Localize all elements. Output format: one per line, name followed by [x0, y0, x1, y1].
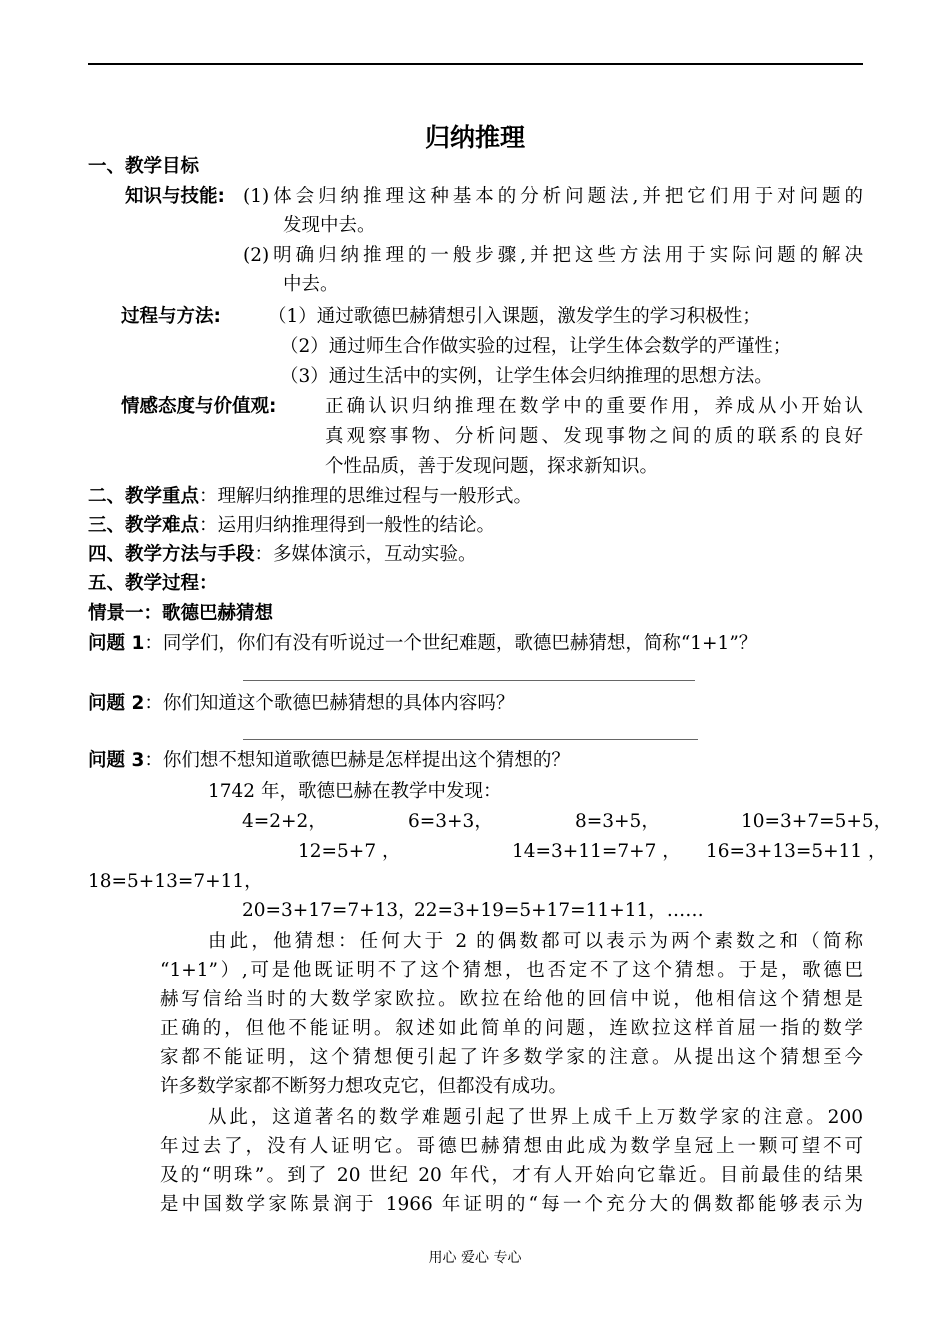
knowledge-label: 知识与技能:: [125, 186, 225, 207]
question-3-text: ：你们想不想知道歌德巴赫是怎样提出这个猜想的？: [144, 750, 570, 771]
question-2: [88, 691, 514, 717]
section-2-colon: ：: [199, 486, 218, 507]
equation: 12=5+7 ，: [298, 841, 401, 862]
knowledge-item-1b: 发现中去。: [283, 215, 376, 236]
year-line: 1742 年，歌德巴赫在教学中发现：: [208, 781, 502, 802]
process-item-1: （1）通过歌德巴赫猜想引入课题，激发学生的学习积极性；: [268, 306, 761, 327]
paragraph-1-line: 家都不能证明，这个猜想便引起了许多数学家的注意。从提出这个猜想至今: [160, 1047, 863, 1068]
section-3-label: 三、教学难点: [88, 515, 200, 536]
emotion-line-1: 正确认识归纳推理在数学中的重要作用，养成从小开始认: [325, 396, 863, 417]
question-2-text: ：你们知道这个歌德巴赫猜想的具体内容吗？: [144, 693, 515, 714]
answer-blank-2: [243, 739, 698, 740]
header-rule: [88, 63, 863, 65]
paragraph-2-line: 及的“明珠”。到了 20 世纪 20 年代，才有人开始向它靠近。目前最佳的结果: [160, 1165, 863, 1186]
question-1: [88, 631, 757, 657]
section-3-colon: ：: [199, 515, 218, 536]
answer-blank-1: [243, 680, 695, 681]
question-1-label: 问题 1: [88, 633, 145, 654]
paragraph-2-line: 从此，这道著名的数学难题引起了世界上成千上万数学家的注意。200: [208, 1107, 863, 1128]
paragraph-1-line: 赫写信给当时的大数学家欧拉。欧拉在给他的回信中说，他相信这个猜想是: [160, 989, 863, 1010]
question-3-label: 问题 3: [88, 750, 145, 771]
process-item-2: （2）通过师生合作做实验的过程，让学生体会数学的严谨性；: [280, 336, 792, 357]
section-4-text: 多媒体演示，互动实验。: [273, 544, 477, 565]
paragraph-2-line: 是中国数学家陈景润于 1966 年证明的“每一个充分大的偶数都能够表示为: [160, 1194, 863, 1215]
equation: 16=3+13=5+11 ，: [706, 841, 887, 862]
question-2-label: 问题 2: [88, 693, 145, 714]
section-4-label: 四、教学方法与手段: [88, 544, 255, 565]
paragraph-1-line: 许多数学家都不断努力想攻克它，但都没有成功。: [160, 1076, 568, 1097]
paragraph-1-line: “1+1”）,可是他既证明不了这个猜想，也否定不了这个猜想。于是，歌德巴: [160, 960, 863, 981]
section-2-label: 二、教学重点: [88, 486, 200, 507]
equation: 8=3+5，: [575, 811, 660, 832]
knowledge-item-2a: (2)明确归纳推理的一般步骤,并把这些方法用于实际问题的解决: [243, 245, 863, 266]
equation: 14=3+11=7+7 ，: [512, 841, 681, 862]
emotion-line-2: 真观察事物、分析问题、发现事物之间的质的联系的良好: [325, 426, 863, 447]
scene-1-heading: 情景一：歌德巴赫猜想: [88, 603, 274, 624]
page-title: 归纳推理: [424, 123, 525, 152]
paragraph-1-line: 正确的，但他不能证明。叙述如此简单的问题，连欧拉这样首屈一指的数学: [160, 1018, 863, 1039]
section-4: [88, 542, 477, 568]
question-3: [88, 748, 570, 774]
section-2: [88, 484, 532, 510]
equation: 18=5+13=7+11，: [88, 871, 263, 892]
paragraph-2-line: 年过去了，没有人证明它。哥德巴赫猜想由此成为数学皇冠上一颗可望不可: [160, 1136, 863, 1157]
section-4-colon: ：: [254, 544, 274, 565]
emotion-label: 情感态度与价值观:: [121, 396, 277, 417]
process-label: 过程与方法:: [121, 306, 221, 327]
equation: 22=3+19=5+17=11+11，……: [414, 900, 704, 921]
section-1-heading: 一、教学目标: [88, 156, 200, 177]
equation: 10=3+7=5+5，: [741, 811, 893, 832]
paragraph-1-line: 由此，他猜想：任何大于 2 的偶数都可以表示为两个素数之和（简称: [208, 931, 863, 952]
section-3-text: 运用归纳推理得到一般性的结论。: [217, 515, 496, 536]
process-item-3: （3）通过生活中的实例，让学生体会归纳推理的思想方法。: [280, 366, 773, 387]
section-2-text: 理解归纳推理的思维过程与一般形式。: [217, 486, 533, 507]
page-footer: 用心 爱心 专心: [428, 1250, 522, 1266]
question-1-text: ：同学们，你们有没有听说过一个世纪难题，歌德巴赫猜想，简称“1+1”？: [144, 633, 758, 654]
equation: 4=2+2，: [242, 811, 327, 832]
knowledge-item-1a: (1)体会归纳推理这种基本的分析问题法,并把它们用于对问题的: [243, 186, 863, 207]
emotion-line-3: 个性品质，善于发现问题，探求新知识。: [325, 456, 659, 477]
section-5-heading: 五、教学过程：: [88, 573, 218, 594]
knowledge-item-2b: 中去。: [283, 274, 339, 295]
section-3: [88, 513, 495, 539]
equation: 20=3+17=7+13，: [242, 900, 417, 921]
equation: 6=3+3，: [408, 811, 493, 832]
